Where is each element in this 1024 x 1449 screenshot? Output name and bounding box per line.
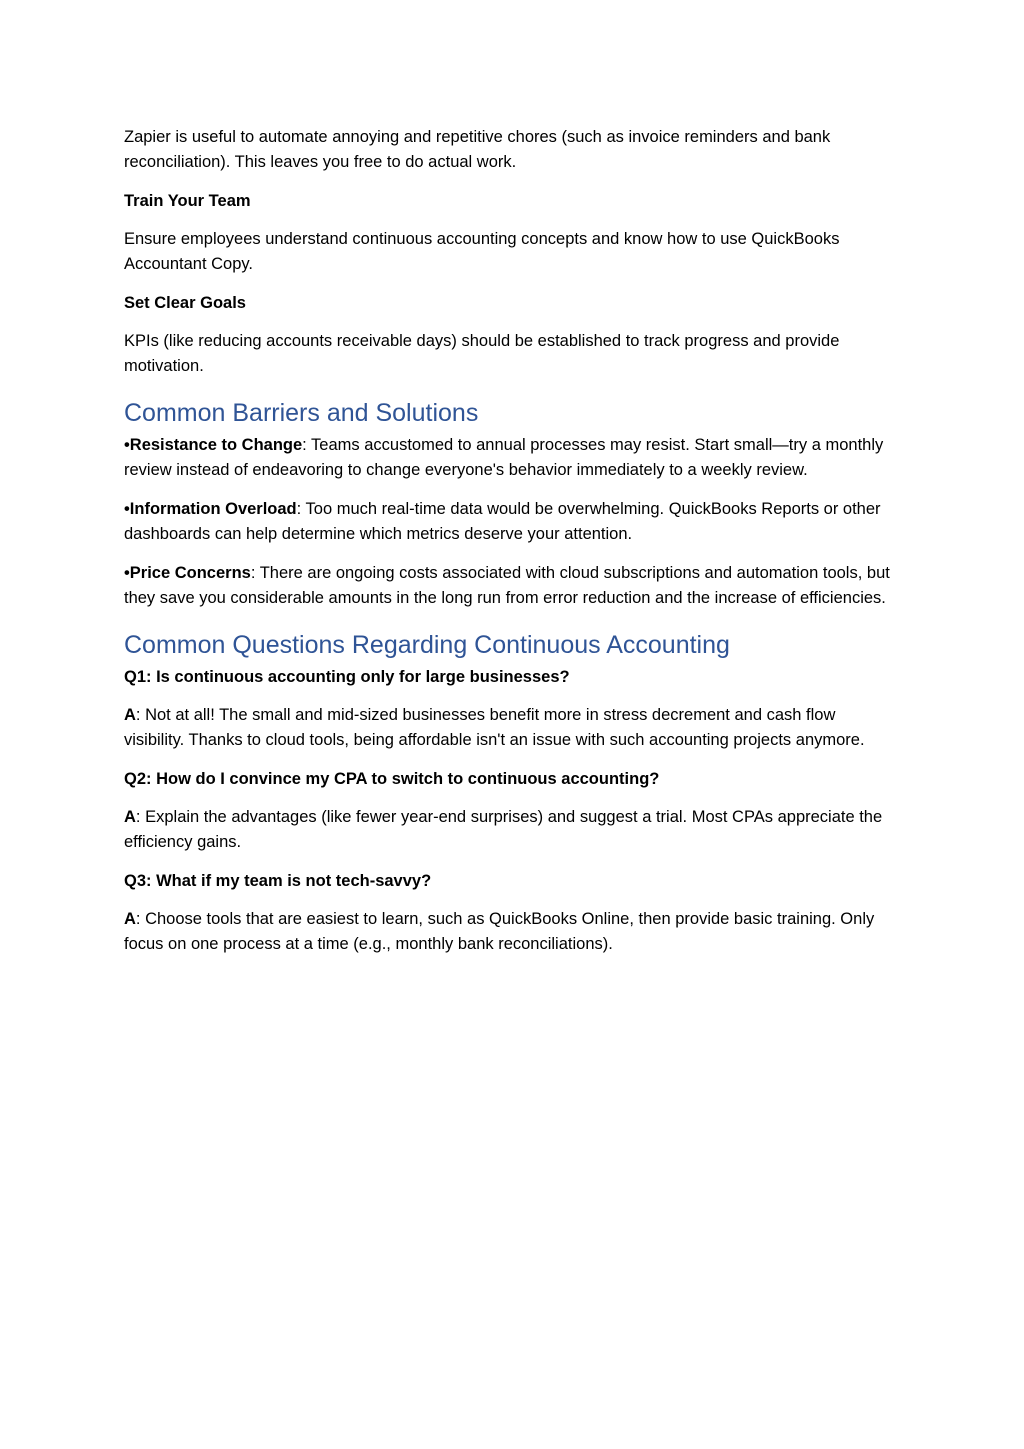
barrier-item-resistance — [124, 433, 894, 483]
bullet-icon: • — [124, 436, 130, 454]
train-team-heading: Train Your Team — [124, 192, 251, 210]
clear-goals-heading: Set Clear Goals — [124, 294, 246, 312]
question-3: Q3: What if my team is not tech-savvy? — [124, 872, 432, 890]
barrier-description: : There are ongoing costs associated with cloud subscriptions and automation tools, but they save you considerable amounts in the long run from error reduction and the increase of efficiencies. — [124, 564, 890, 607]
question-2: Q2: How do I convince my CPA to switch to continuous accounting? — [124, 770, 660, 788]
document-page — [124, 125, 894, 971]
answer-text: : Not at all! The small and mid-sized businesses benefit more in stress decrement and cash flow visibility. Thanks to cloud tools, being affordable isn't an issue with such accounting projects anymore. — [124, 706, 865, 749]
answer-text: : Choose tools that are easiest to learn, such as QuickBooks Online, then provide basic training. Only focus on one process at a time (e.g., monthly bank reconciliations). — [124, 910, 875, 953]
bullet-icon: • — [124, 500, 130, 518]
answer-2 — [124, 805, 894, 855]
answer-3 — [124, 907, 894, 957]
bullet-icon: • — [124, 564, 130, 582]
barrier-term: Resistance to Change — [129, 436, 303, 454]
answer-1 — [124, 703, 894, 753]
answer-label: A — [124, 706, 136, 724]
barrier-term: Price Concerns — [129, 564, 251, 582]
answer-text: : Explain the advantages (like fewer year-end surprises) and suggest a trial. Most CPAs appreciate the efficiency gains. — [124, 808, 883, 851]
barrier-term: Information Overload — [129, 500, 297, 518]
question-1: Q1: Is continuous accounting only for large businesses? — [124, 668, 570, 686]
questions-section-heading: Common Questions Regarding Continuous Accounting — [124, 631, 730, 659]
barrier-description: : Too much real-time data would be overwhelming. QuickBooks Reports or other dashboards can help determine which metrics deserve your attention. — [124, 500, 881, 543]
train-team-paragraph: Ensure employees understand continuous accounting concepts and know how to use QuickBooks Accountant Copy. — [124, 230, 840, 273]
barrier-description: : Teams accustomed to annual processes may resist. Start small—try a monthly review instead of endeavoring to change everyone's behavior immediately to a weekly review. — [124, 436, 884, 479]
barrier-item-information-overload — [124, 497, 894, 547]
intro-paragraph: Zapier is useful to automate annoying and repetitive chores (such as invoice reminders and bank reconciliation). This leaves you free to do actual work. — [124, 128, 831, 171]
answer-label: A — [124, 808, 136, 826]
barriers-section-heading: Common Barriers and Solutions — [124, 399, 479, 427]
barrier-item-price-concerns — [124, 561, 894, 611]
clear-goals-paragraph: KPIs (like reducing accounts receivable days) should be established to track progress and provide motivation. — [124, 332, 840, 375]
answer-label: A — [124, 910, 136, 928]
